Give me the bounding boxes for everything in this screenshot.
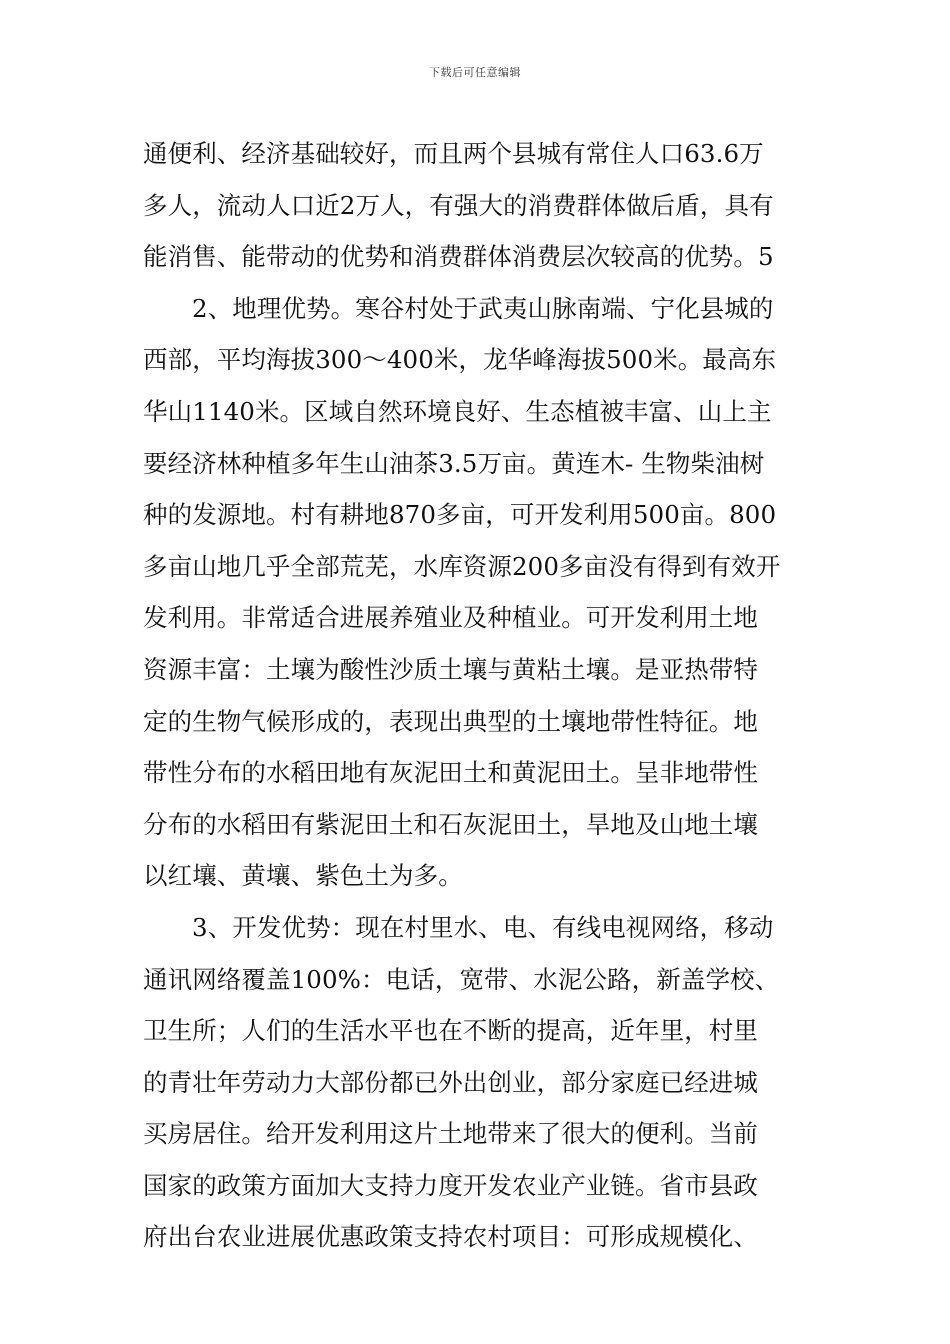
text-line: 要经济林种植多年生山油茶3.5万亩。黄连木- 生物柴油树: [143, 448, 765, 478]
text-line: 买房居住。给开发利用这片土地带来了很大的便利。当前: [143, 1119, 758, 1149]
page-header: 下载后可任意编辑: [429, 66, 521, 79]
text-line: 资源丰富：土壤为酸性沙质土壤与黄粘土壤。是亚热带特: [143, 654, 758, 684]
text-line: 西部，平均海拔300～400米，龙华峰海拔500米。最高东: [143, 345, 777, 375]
text-line: 多人，流动人口近2万人，有强大的消费群体做后盾，具有: [143, 190, 774, 220]
text-line: 卫生所；人们的生活水平也在不断的提高，近年里，村里: [143, 1016, 758, 1046]
text-line: 3、开发优势：现在村里水、电、有线电视网络，移动: [192, 912, 774, 942]
paragraph-geographic-advantage: [143, 283, 813, 902]
text-line: 定的生物气候形成的，表现出典型的土壤地带性特征。地: [143, 706, 758, 736]
paragraph-1: [143, 128, 813, 283]
text-line: 国家的政策方面加大支持力度开发农业产业链。省市县政: [143, 1170, 758, 1200]
text-line: 以红壤、黄壤、紫色土为多。: [143, 861, 463, 891]
text-line: 通讯网络覆盖100%：电话，宽带、水泥公路，新盖学校、: [143, 964, 780, 994]
document-body: [143, 128, 813, 1263]
text-line: 能消售、能带动的优势和消费群体消费层次较高的优势。5: [143, 242, 774, 272]
text-line: 多亩山地几乎全部荒芜，水库资源200多亩没有得到有效开: [143, 551, 781, 581]
text-line: 2、地理优势。寒谷村处于武夷山脉南端、宁化县城的: [192, 293, 774, 323]
paragraph-development-advantage: [143, 902, 813, 1263]
text-line: 府出台农业进展优惠政策支持农村项目：可形成规模化、: [143, 1222, 758, 1252]
text-line: 分布的水稻田有紫泥田土和石灰泥田土，旱地及山地土壤: [143, 809, 758, 839]
text-line: 种的发源地。村有耕地870多亩，可开发利用500亩。800: [143, 500, 777, 530]
text-line: 带性分布的水稻田地有灰泥田土和黄泥田土。呈非地带性: [143, 758, 758, 788]
text-line: 的青壮年劳动力大部份都已外出创业，部分家庭已经进城: [143, 1067, 758, 1097]
text-line: 华山1140米。区域自然环境良好、生态植被丰富、山上主: [143, 396, 772, 426]
text-line: 通便利、经济基础较好，而且两个县城有常住人口63.6万: [143, 139, 764, 168]
text-line: 发利用。非常适合进展养殖业及种植业。可开发利用土地: [143, 603, 758, 633]
